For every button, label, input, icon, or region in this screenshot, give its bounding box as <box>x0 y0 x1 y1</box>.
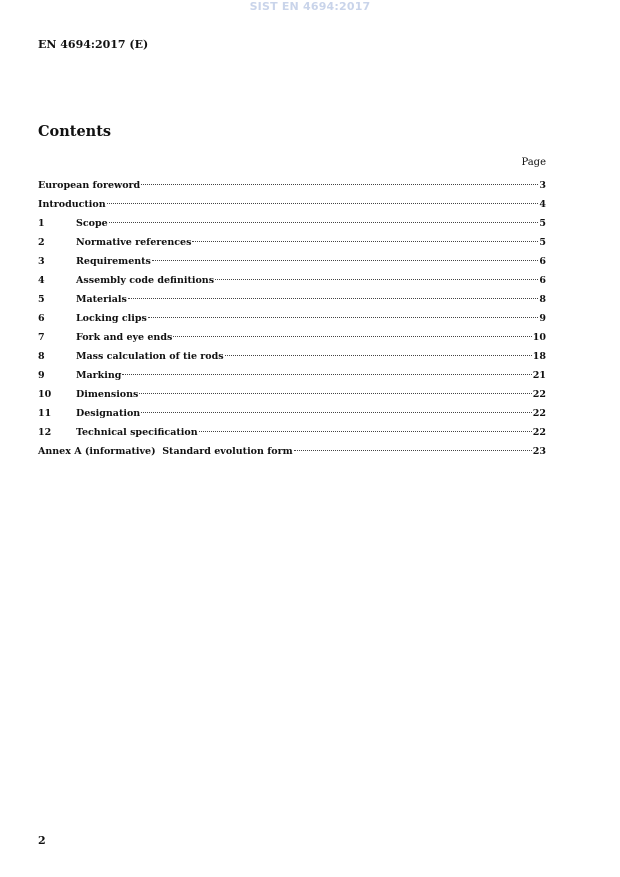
toc-entry-number: 10 <box>38 389 52 400</box>
toc-entry-label: Scope <box>76 218 108 229</box>
toc-entry-label: Materials <box>76 294 127 305</box>
contents-heading: Contents <box>38 123 112 140</box>
toc-entry-page: 6 <box>539 275 546 286</box>
toc-entry-label: Assembly code definitions <box>76 275 215 286</box>
toc-entry-page: 21 <box>532 370 546 381</box>
toc-entry-number: 2 <box>38 237 45 248</box>
dot-leader <box>199 431 532 432</box>
toc-entry-page: 5 <box>539 237 546 248</box>
toc-entry-label: Mass calculation of tie rods <box>76 351 224 362</box>
toc-entry[interactable] <box>38 199 546 218</box>
toc-entry-page: 5 <box>539 218 546 229</box>
toc-entry-number: 4 <box>38 275 45 286</box>
toc-entry[interactable] <box>38 427 546 446</box>
toc-entry-page: 10 <box>532 332 546 343</box>
toc-entry-label: Dimensions <box>76 389 139 400</box>
dot-leader <box>122 374 531 375</box>
toc-entry-number: 3 <box>38 256 45 267</box>
dot-leader <box>139 393 531 394</box>
document-id: EN 4694:2017 (E) <box>38 38 149 51</box>
dot-leader <box>148 317 539 318</box>
toc-entry[interactable] <box>38 275 546 294</box>
toc-entry-number: 11 <box>38 408 52 419</box>
toc-entry[interactable] <box>38 351 546 370</box>
dot-leader <box>192 241 538 242</box>
toc-entry[interactable] <box>38 180 546 199</box>
toc-entry[interactable] <box>38 313 546 332</box>
toc-entry-page: 18 <box>532 351 546 362</box>
dot-leader <box>128 298 539 299</box>
toc-entry-label: Locking clips <box>76 313 147 324</box>
toc-entry-label: European foreword <box>38 180 141 191</box>
toc-entry[interactable] <box>38 256 546 275</box>
toc-entry[interactable] <box>38 408 546 427</box>
toc-entry[interactable] <box>38 332 546 351</box>
toc-entry-page: 6 <box>539 256 546 267</box>
toc-entry-label: Fork and eye ends <box>76 332 173 343</box>
dot-leader <box>141 412 532 413</box>
toc-entry-number: 12 <box>38 427 52 438</box>
toc-entry-label: Marking <box>76 370 122 381</box>
toc-entry-number: 5 <box>38 294 45 305</box>
toc-entry-page: 22 <box>532 427 546 438</box>
dot-leader <box>141 184 538 185</box>
dot-leader <box>107 203 539 204</box>
dot-leader <box>294 450 532 451</box>
toc-entry[interactable] <box>38 446 546 465</box>
toc-entry-label: Annex A (informative) Standard evolution form <box>38 446 293 457</box>
toc-entry[interactable] <box>38 370 546 389</box>
table-of-contents <box>38 180 546 465</box>
toc-entry[interactable] <box>38 237 546 256</box>
toc-entry-number: 9 <box>38 370 45 381</box>
dot-leader <box>215 279 538 280</box>
toc-entry-page: 3 <box>539 180 546 191</box>
dot-leader <box>225 355 532 356</box>
dot-leader <box>173 336 531 337</box>
toc-entry-page: 22 <box>532 408 546 419</box>
page-column-heading: Page <box>521 157 546 168</box>
toc-entry-label: Normative references <box>76 237 192 248</box>
dot-leader <box>109 222 539 223</box>
toc-entry-number: 1 <box>38 218 45 229</box>
toc-entry-page: 9 <box>539 313 546 324</box>
toc-entry-number: 7 <box>38 332 45 343</box>
watermark-text: SIST EN 4694:2017 <box>249 0 371 13</box>
toc-entry[interactable] <box>38 294 546 313</box>
toc-entry-label: Introduction <box>38 199 106 210</box>
toc-entry-page: 23 <box>532 446 546 457</box>
toc-entry-page: 8 <box>539 294 546 305</box>
toc-entry-page: 4 <box>539 199 546 210</box>
toc-entry-label: Requirements <box>76 256 151 267</box>
toc-entry-label: Designation <box>76 408 141 419</box>
toc-entry-page: 22 <box>532 389 546 400</box>
toc-entry-number: 8 <box>38 351 45 362</box>
toc-entry[interactable] <box>38 389 546 408</box>
toc-entry[interactable] <box>38 218 546 237</box>
toc-entry-label: Technical specification <box>76 427 198 438</box>
toc-entry-number: 6 <box>38 313 45 324</box>
dot-leader <box>152 260 538 261</box>
page-number: 2 <box>38 834 46 847</box>
